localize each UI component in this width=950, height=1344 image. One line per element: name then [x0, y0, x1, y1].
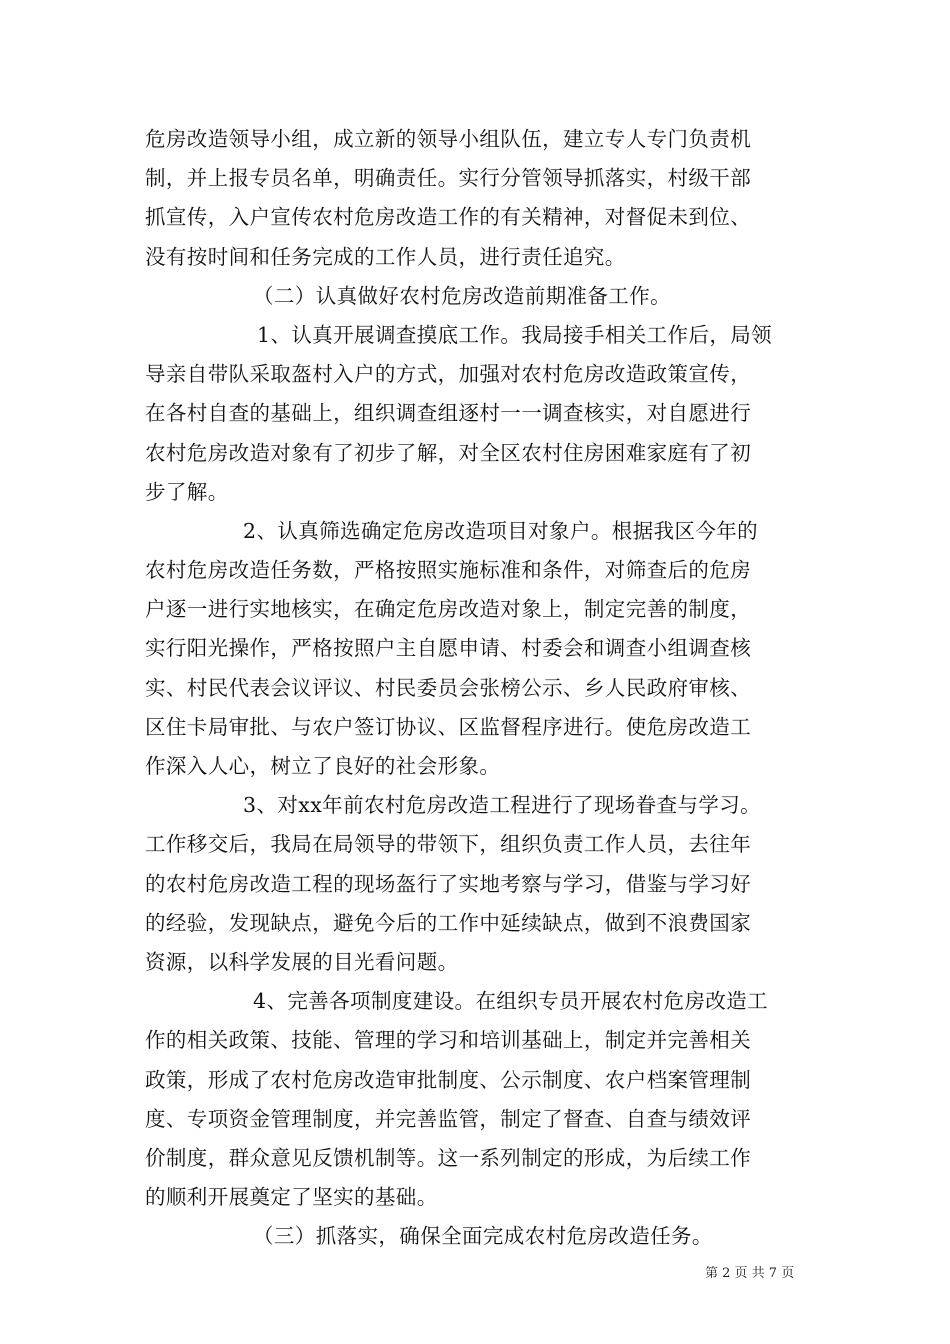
body-line: 步了解。 — [145, 479, 229, 504]
body-line: 的经验，发现缺点，避免今后的工作中延续缺点，做到不浪费国家 — [145, 910, 752, 935]
paragraph-first-line: 3、对xx年前农村危房改造工程进行了现场眷查与学习。 — [243, 793, 762, 818]
body-line: 作的相关政策、技能、管理的学习和培训基础上，制定并完善相关 — [145, 1028, 752, 1053]
body-line: 在各村自查的基础上，组织调查组逐村一一调查核实，对自愿进行 — [145, 401, 752, 426]
body-line: 实、村民代表会议评议、村民委员会张榜公示、乡人民政府审核、 — [145, 675, 752, 700]
body-line: 工作移交后，我局在局领导的带领下，组织负责工作人员，去往年 — [145, 832, 752, 857]
body-line: 危房改造领导小组，成立新的领导小组队伍，建立专人专门负责机 — [145, 127, 752, 151]
body-line: 资源，以科学发展的目光看问题。 — [145, 949, 459, 974]
body-line: 区住卡局审批、与农户签订协议、区监督程序进行。使危房改造工 — [145, 714, 752, 739]
document-body — [145, 120, 810, 1256]
body-line: 抓宣传，入户宣传农村危房改造工作的有关精神，对督促未到位、 — [145, 205, 752, 230]
body-line: 的农村危房改造工程的现场盔行了实地考察与学习，借鉴与学习好 — [145, 871, 752, 896]
body-line: 农村危房改造对象有了初步了解，对全区农村住房困难家庭有了初 — [145, 440, 752, 465]
page-number-footer: 第 2 页 共 7 页 — [705, 1266, 795, 1281]
section-heading: （二）认真做好农村危房改造前期准备工作。 — [253, 283, 671, 308]
body-line: 价制度，群众意见反馈机制等。这一系列制定的形成，为后续工作 — [145, 1145, 752, 1170]
section-heading: （三）抓落实，确保全面完成农村危房改造任务。 — [253, 1224, 713, 1249]
body-line: 没有按时间和任务完成的工作人员，进行责任追究。 — [145, 244, 626, 269]
paragraph-first-line: 1、认真开展调查摸底工作。我局接手相关工作后，局领 — [257, 322, 773, 347]
paragraph-first-line: 2、认真筛选确定危房改造项目对象户。根据我区今年的 — [243, 518, 759, 543]
body-line: 作深入人心，树立了良好的社会形象。 — [145, 754, 501, 778]
body-line: 制，并上报专员名单，明确责任。实行分管领导抓落实，村级干部 — [145, 166, 752, 191]
body-line: 度、专项资金管理制度，并完善监管，制定了督查、自查与绩效评 — [145, 1106, 752, 1131]
paragraph-first-line: 4、完善各项制度建设。在组织专员开展农村危房改造工 — [253, 989, 769, 1014]
body-line: 的顺利开展奠定了坚实的基础。 — [145, 1185, 438, 1210]
body-line: 户逐一进行实地核实，在确定危房改造对象上，制定完善的制度， — [145, 597, 752, 622]
body-line: 农村危房改造任务数，严格按照实施标准和条件，对筛查后的危房 — [145, 558, 752, 583]
body-line: 政策，形成了农村危房改造审批制度、公示制度、农户档案管理制 — [145, 1067, 752, 1092]
body-line: 导亲自带队采取盔村入户的方式，加强对农村危房改造政策宣传， — [145, 362, 752, 387]
body-line: 实行阳光操作，严格按照户主自愿申请、村委会和调查小组调查核 — [145, 636, 752, 661]
